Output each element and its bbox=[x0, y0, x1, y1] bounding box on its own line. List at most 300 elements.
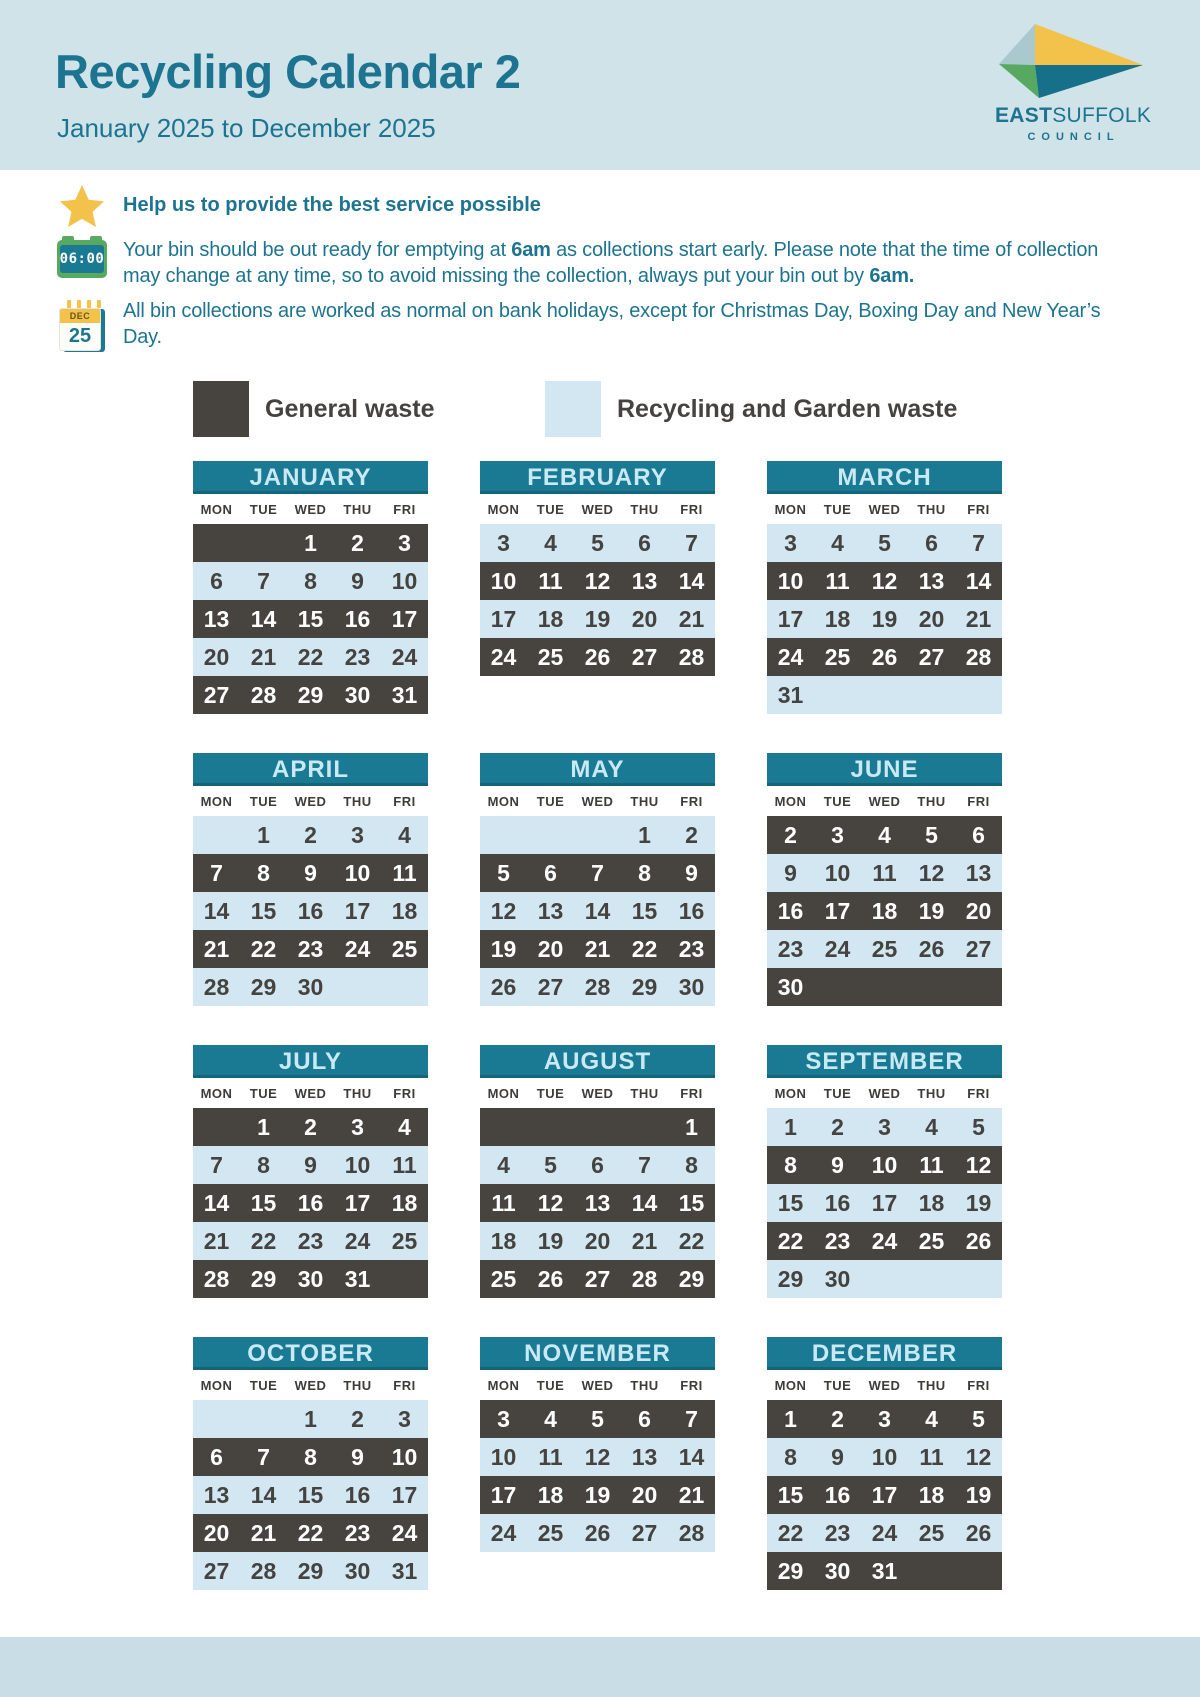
day-cell: 10 bbox=[344, 1152, 371, 1178]
week-row-light bbox=[480, 600, 715, 638]
week-row-light bbox=[480, 1222, 715, 1260]
day-cell: 15 bbox=[777, 1190, 804, 1216]
day-cell: 11 bbox=[919, 1444, 944, 1470]
day-cell: 2 bbox=[685, 822, 698, 848]
dow-label-fri: FRI bbox=[967, 1085, 990, 1101]
day-cell: 22 bbox=[777, 1228, 804, 1254]
calendar-day-label: 25 bbox=[68, 325, 92, 347]
week-row-light bbox=[480, 1438, 715, 1476]
week-row-dark bbox=[193, 1260, 428, 1298]
week-row-light bbox=[767, 600, 1002, 638]
day-cell: 17 bbox=[490, 1482, 517, 1508]
dow-label-tue: TUE bbox=[536, 1085, 565, 1101]
day-cell: 10 bbox=[490, 568, 517, 594]
day-cell-empty bbox=[527, 816, 574, 854]
week-row-light bbox=[193, 1146, 428, 1184]
dow-label-fri: FRI bbox=[680, 793, 703, 809]
day-cell: 27 bbox=[918, 644, 945, 670]
week-row-light bbox=[767, 930, 1002, 968]
week-row-dark bbox=[767, 1222, 1002, 1260]
dow-label-wed: WED bbox=[581, 1377, 614, 1393]
dow-label-mon: MON bbox=[200, 1377, 233, 1393]
day-of-week-row bbox=[193, 1078, 428, 1108]
day-cell: 28 bbox=[584, 974, 611, 1000]
day-cell: 27 bbox=[631, 644, 658, 670]
day-cell: 4 bbox=[878, 822, 891, 848]
day-cell: 5 bbox=[972, 1114, 985, 1140]
week-row-dark bbox=[480, 1184, 715, 1222]
month-december bbox=[767, 1337, 1002, 1590]
day-cell: 9 bbox=[831, 1152, 844, 1178]
page-subtitle: January 2025 to December 2025 bbox=[57, 113, 436, 143]
day-cell: 19 bbox=[918, 898, 945, 924]
day-cell: 2 bbox=[304, 822, 317, 848]
day-cell: 22 bbox=[250, 936, 277, 962]
day-cell-empty bbox=[480, 816, 527, 854]
day-cell: 19 bbox=[490, 936, 517, 962]
dow-label-fri: FRI bbox=[680, 1085, 703, 1101]
month-title: JUNE bbox=[850, 755, 919, 783]
day-cell: 23 bbox=[824, 1228, 851, 1254]
dow-label-fri: FRI bbox=[967, 793, 990, 809]
day-cell: 4 bbox=[544, 530, 557, 556]
day-cell: 10 bbox=[871, 1152, 898, 1178]
day-cell: 17 bbox=[871, 1482, 898, 1508]
day-cell: 26 bbox=[537, 1266, 564, 1292]
day-cell: 2 bbox=[351, 1406, 364, 1432]
day-cell: 18 bbox=[918, 1482, 945, 1508]
week-row-light bbox=[193, 1552, 428, 1590]
day-cell: 20 bbox=[631, 1482, 658, 1508]
day-cell: 16 bbox=[824, 1482, 851, 1508]
day-cell: 17 bbox=[391, 606, 418, 632]
week-row-light bbox=[767, 524, 1002, 562]
day-cell: 4 bbox=[544, 1406, 557, 1432]
day-cell: 31 bbox=[871, 1558, 898, 1584]
week-row-dark bbox=[193, 676, 428, 714]
day-cell: 1 bbox=[304, 530, 317, 556]
day-cell: 14 bbox=[965, 568, 992, 594]
month-april bbox=[193, 753, 428, 1006]
week-row-dark bbox=[480, 562, 715, 600]
dow-label-wed: WED bbox=[294, 1377, 327, 1393]
dow-label-thu: THU bbox=[630, 1085, 659, 1101]
day-cell: 24 bbox=[391, 1520, 418, 1546]
day-cell: 23 bbox=[297, 1228, 324, 1254]
month-title: OCTOBER bbox=[247, 1339, 374, 1367]
week-row-light bbox=[480, 524, 715, 562]
day-of-week-row bbox=[193, 1370, 428, 1400]
day-cell: 25 bbox=[391, 936, 418, 962]
day-cell: 12 bbox=[965, 1152, 992, 1178]
dow-label-wed: WED bbox=[581, 501, 614, 517]
day-cell: 3 bbox=[878, 1114, 891, 1140]
day-cell: 14 bbox=[250, 606, 277, 632]
dow-label-mon: MON bbox=[774, 1085, 807, 1101]
day-cell: 8 bbox=[257, 860, 270, 886]
logo-diamond-icon bbox=[997, 24, 1145, 100]
week-row-light bbox=[193, 1476, 428, 1514]
day-cell: 3 bbox=[497, 1406, 510, 1432]
page-title: Recycling Calendar 2 bbox=[55, 45, 521, 98]
christmas-calendar-icon bbox=[59, 300, 105, 351]
day-cell: 13 bbox=[918, 568, 945, 594]
dow-label-fri: FRI bbox=[393, 793, 416, 809]
dow-label-tue: TUE bbox=[536, 1377, 565, 1393]
day-cell-empty bbox=[908, 1552, 955, 1590]
day-cell: 5 bbox=[591, 1406, 604, 1432]
day-cell: 10 bbox=[490, 1444, 517, 1470]
day-cell: 11 bbox=[491, 1190, 516, 1216]
day-cell: 17 bbox=[777, 606, 804, 632]
logo-name bbox=[995, 104, 1152, 128]
day-cell: 12 bbox=[490, 898, 517, 924]
day-cell: 16 bbox=[344, 606, 371, 632]
notes-section bbox=[57, 184, 1127, 351]
day-cell: 28 bbox=[250, 1558, 277, 1584]
day-cell: 30 bbox=[344, 1558, 371, 1584]
dow-label-mon: MON bbox=[487, 1085, 520, 1101]
day-cell: 7 bbox=[685, 1406, 698, 1432]
week-row-light bbox=[767, 854, 1002, 892]
weeks bbox=[480, 816, 715, 1006]
day-cell: 29 bbox=[250, 974, 277, 1000]
day-cell: 20 bbox=[203, 644, 230, 670]
calendar-month-label: DEC bbox=[60, 309, 100, 323]
month-header bbox=[193, 753, 428, 786]
day-cell: 12 bbox=[584, 568, 611, 594]
dow-label-wed: WED bbox=[581, 793, 614, 809]
dow-label-thu: THU bbox=[917, 1377, 946, 1393]
day-cell: 29 bbox=[250, 1266, 277, 1292]
day-cell: 20 bbox=[203, 1520, 230, 1546]
day-of-week-row bbox=[480, 786, 715, 816]
day-cell: 5 bbox=[497, 860, 510, 886]
day-cell: 26 bbox=[918, 936, 945, 962]
day-cell: 11 bbox=[392, 1152, 417, 1178]
day-cell: 25 bbox=[918, 1520, 945, 1546]
day-cell: 27 bbox=[203, 1558, 230, 1584]
legend-recycling-waste bbox=[545, 381, 957, 437]
day-cell: 18 bbox=[824, 606, 851, 632]
day-cell: 22 bbox=[777, 1520, 804, 1546]
clock-icon bbox=[57, 240, 107, 278]
day-cell: 1 bbox=[304, 1406, 317, 1432]
dow-label-thu: THU bbox=[343, 501, 372, 517]
day-cell: 13 bbox=[584, 1190, 611, 1216]
calendar-rings bbox=[59, 300, 105, 308]
day-cell: 7 bbox=[972, 530, 985, 556]
day-cell: 12 bbox=[584, 1444, 611, 1470]
week-row-dark bbox=[193, 1514, 428, 1552]
week-row-dark bbox=[480, 1400, 715, 1438]
dow-label-tue: TUE bbox=[823, 501, 852, 517]
day-cell: 11 bbox=[825, 568, 850, 594]
month-title: NOVEMBER bbox=[524, 1339, 671, 1367]
dow-label-thu: THU bbox=[917, 1085, 946, 1101]
day-cell: 22 bbox=[297, 644, 324, 670]
day-cell: 15 bbox=[777, 1482, 804, 1508]
day-cell: 18 bbox=[490, 1228, 517, 1254]
dow-label-tue: TUE bbox=[536, 501, 565, 517]
day-cell-empty bbox=[955, 1260, 1002, 1298]
week-row-dark bbox=[767, 1146, 1002, 1184]
month-march bbox=[767, 461, 1002, 714]
day-cell: 23 bbox=[824, 1520, 851, 1546]
day-cell: 6 bbox=[638, 1406, 651, 1432]
month-header bbox=[193, 461, 428, 494]
day-cell: 23 bbox=[344, 1520, 371, 1546]
day-cell: 11 bbox=[919, 1152, 944, 1178]
month-header bbox=[480, 1337, 715, 1370]
day-cell-empty bbox=[574, 1108, 621, 1146]
day-cell: 3 bbox=[398, 530, 411, 556]
day-cell: 9 bbox=[351, 568, 364, 594]
day-cell: 11 bbox=[392, 860, 417, 886]
day-cell: 12 bbox=[918, 860, 945, 886]
day-cell: 14 bbox=[584, 898, 611, 924]
weeks bbox=[193, 816, 428, 1006]
day-cell-empty bbox=[193, 1400, 240, 1438]
day-cell-empty bbox=[240, 1400, 287, 1438]
day-cell-empty bbox=[334, 968, 381, 1006]
dow-label-thu: THU bbox=[343, 1085, 372, 1101]
day-cell: 11 bbox=[538, 1444, 563, 1470]
month-header bbox=[193, 1337, 428, 1370]
day-cell-empty bbox=[193, 816, 240, 854]
week-row-light bbox=[193, 562, 428, 600]
weeks bbox=[767, 816, 1002, 1006]
day-cell: 16 bbox=[678, 898, 705, 924]
day-cell: 8 bbox=[304, 568, 317, 594]
dow-label-tue: TUE bbox=[823, 793, 852, 809]
dow-label-fri: FRI bbox=[680, 1377, 703, 1393]
day-cell: 3 bbox=[878, 1406, 891, 1432]
dow-label-tue: TUE bbox=[536, 793, 565, 809]
day-cell: 24 bbox=[490, 644, 517, 670]
day-cell: 20 bbox=[631, 606, 658, 632]
dow-label-fri: FRI bbox=[393, 1377, 416, 1393]
week-row-light bbox=[193, 1400, 428, 1438]
day-of-week-row bbox=[480, 494, 715, 524]
month-august bbox=[480, 1045, 715, 1298]
legend-general-waste bbox=[193, 381, 435, 437]
day-cell: 24 bbox=[824, 936, 851, 962]
week-row-light bbox=[193, 638, 428, 676]
day-cell: 14 bbox=[203, 898, 230, 924]
week-row-light bbox=[480, 1146, 715, 1184]
month-may bbox=[480, 753, 715, 1006]
dow-label-thu: THU bbox=[630, 501, 659, 517]
day-cell: 25 bbox=[537, 644, 564, 670]
day-cell: 21 bbox=[678, 606, 705, 632]
day-cell: 26 bbox=[584, 1520, 611, 1546]
day-cell: 6 bbox=[210, 568, 223, 594]
day-cell: 25 bbox=[391, 1228, 418, 1254]
page-header bbox=[0, 0, 1200, 170]
dow-label-mon: MON bbox=[200, 501, 233, 517]
dow-label-tue: TUE bbox=[823, 1085, 852, 1101]
day-cell: 27 bbox=[631, 1520, 658, 1546]
day-cell: 23 bbox=[678, 936, 705, 962]
day-cell: 1 bbox=[257, 1114, 270, 1140]
dow-label-fri: FRI bbox=[393, 1085, 416, 1101]
day-cell: 14 bbox=[678, 568, 705, 594]
day-cell: 24 bbox=[871, 1228, 898, 1254]
weeks bbox=[480, 1108, 715, 1298]
weeks bbox=[193, 1108, 428, 1298]
day-of-week-row bbox=[193, 494, 428, 524]
month-november bbox=[480, 1337, 715, 1552]
day-cell: 30 bbox=[777, 974, 804, 1000]
day-cell: 26 bbox=[871, 644, 898, 670]
day-cell: 1 bbox=[784, 1114, 797, 1140]
week-row-dark bbox=[193, 1438, 428, 1476]
day-cell-empty bbox=[480, 1108, 527, 1146]
month-july bbox=[193, 1045, 428, 1298]
dow-label-thu: THU bbox=[630, 1377, 659, 1393]
day-cell: 21 bbox=[203, 936, 230, 962]
week-row-light bbox=[480, 816, 715, 854]
day-cell: 9 bbox=[831, 1444, 844, 1470]
dow-label-fri: FRI bbox=[967, 501, 990, 517]
dow-label-mon: MON bbox=[774, 793, 807, 809]
month-june bbox=[767, 753, 1002, 1006]
dow-label-tue: TUE bbox=[823, 1377, 852, 1393]
day-cell: 23 bbox=[344, 644, 371, 670]
day-cell: 10 bbox=[344, 860, 371, 886]
weeks bbox=[767, 1108, 1002, 1298]
dow-label-wed: WED bbox=[868, 1377, 901, 1393]
day-cell: 28 bbox=[203, 974, 230, 1000]
logo-name-bold: EAST bbox=[995, 104, 1053, 127]
month-title: JULY bbox=[278, 1047, 343, 1075]
day-cell: 14 bbox=[203, 1190, 230, 1216]
day-cell: 24 bbox=[490, 1520, 517, 1546]
day-cell: 8 bbox=[685, 1152, 698, 1178]
day-cell: 6 bbox=[638, 530, 651, 556]
week-row-dark bbox=[193, 854, 428, 892]
day-cell: 3 bbox=[398, 1406, 411, 1432]
day-cell: 11 bbox=[538, 568, 563, 594]
general-waste-label: General waste bbox=[265, 394, 435, 423]
week-row-dark bbox=[767, 816, 1002, 854]
week-row-light bbox=[767, 1184, 1002, 1222]
clock-screen bbox=[60, 245, 104, 273]
day-cell: 9 bbox=[685, 860, 698, 886]
day-cell: 4 bbox=[398, 822, 411, 848]
note-bin-time-bold2: 6am. bbox=[869, 265, 915, 287]
day-cell: 6 bbox=[210, 1444, 223, 1470]
dow-label-tue: TUE bbox=[249, 1377, 278, 1393]
day-cell: 8 bbox=[784, 1152, 797, 1178]
day-cell: 19 bbox=[584, 1482, 611, 1508]
day-cell: 22 bbox=[250, 1228, 277, 1254]
day-cell: 15 bbox=[297, 606, 324, 632]
note-bin-time-bold1: 6am bbox=[511, 239, 551, 261]
day-cell: 17 bbox=[391, 1482, 418, 1508]
day-cell: 24 bbox=[777, 644, 804, 670]
day-cell-empty bbox=[908, 968, 955, 1006]
day-cell: 29 bbox=[777, 1558, 804, 1584]
day-cell: 30 bbox=[824, 1558, 851, 1584]
dow-label-wed: WED bbox=[294, 501, 327, 517]
day-cell: 21 bbox=[203, 1228, 230, 1254]
day-of-week-row bbox=[480, 1370, 715, 1400]
day-cell: 17 bbox=[344, 1190, 371, 1216]
day-cell: 18 bbox=[871, 898, 898, 924]
week-row-light bbox=[480, 892, 715, 930]
dow-label-wed: WED bbox=[581, 1085, 614, 1101]
day-cell-empty bbox=[240, 524, 287, 562]
day-cell: 5 bbox=[972, 1406, 985, 1432]
week-row-light bbox=[767, 1108, 1002, 1146]
day-cell: 3 bbox=[784, 530, 797, 556]
day-cell: 25 bbox=[871, 936, 898, 962]
day-cell-empty bbox=[814, 968, 861, 1006]
note-bin-time-part2: as collections start early. Please note that the time of collection may change at any time, so to avoid missing the collection, always put your bin out by bbox=[123, 239, 1099, 287]
day-cell: 13 bbox=[203, 1482, 230, 1508]
dow-label-wed: WED bbox=[868, 1085, 901, 1101]
day-cell: 19 bbox=[965, 1190, 992, 1216]
day-cell: 22 bbox=[678, 1228, 705, 1254]
day-cell: 2 bbox=[831, 1406, 844, 1432]
day-cell: 1 bbox=[257, 822, 270, 848]
day-cell: 3 bbox=[351, 822, 364, 848]
east-suffolk-logo bbox=[995, 24, 1152, 143]
day-cell: 11 bbox=[872, 860, 897, 886]
month-header bbox=[193, 1045, 428, 1078]
dow-label-tue: TUE bbox=[249, 501, 278, 517]
week-row-dark bbox=[480, 1108, 715, 1146]
day-cell: 6 bbox=[972, 822, 985, 848]
note-bin-time-part1: Your bin should be out ready for emptying at bbox=[123, 239, 512, 261]
month-header bbox=[480, 753, 715, 786]
day-cell: 28 bbox=[631, 1266, 658, 1292]
day-cell: 21 bbox=[631, 1228, 658, 1254]
day-cell: 21 bbox=[965, 606, 992, 632]
day-cell-empty bbox=[955, 1552, 1002, 1590]
day-cell: 1 bbox=[638, 822, 651, 848]
month-title: MARCH bbox=[837, 463, 932, 491]
day-of-week-row bbox=[767, 1370, 1002, 1400]
day-cell: 31 bbox=[391, 682, 418, 708]
day-cell: 20 bbox=[584, 1228, 611, 1254]
dow-label-tue: TUE bbox=[249, 1085, 278, 1101]
day-cell: 20 bbox=[965, 898, 992, 924]
day-cell-empty bbox=[621, 1108, 668, 1146]
day-cell: 4 bbox=[925, 1114, 938, 1140]
day-of-week-row bbox=[767, 494, 1002, 524]
day-cell: 18 bbox=[391, 1190, 418, 1216]
day-cell: 18 bbox=[391, 898, 418, 924]
day-cell: 3 bbox=[831, 822, 844, 848]
day-cell: 27 bbox=[584, 1266, 611, 1292]
day-cell: 26 bbox=[584, 644, 611, 670]
week-row-light bbox=[193, 968, 428, 1006]
week-row-light bbox=[480, 968, 715, 1006]
day-cell: 29 bbox=[297, 682, 324, 708]
day-cell: 19 bbox=[537, 1228, 564, 1254]
day-of-week-row bbox=[480, 1078, 715, 1108]
day-cell: 7 bbox=[591, 860, 604, 886]
month-february bbox=[480, 461, 715, 676]
day-cell: 28 bbox=[678, 1520, 705, 1546]
day-cell-empty bbox=[955, 676, 1002, 714]
dow-label-mon: MON bbox=[774, 501, 807, 517]
week-row-dark bbox=[767, 1476, 1002, 1514]
week-row-dark bbox=[193, 1184, 428, 1222]
